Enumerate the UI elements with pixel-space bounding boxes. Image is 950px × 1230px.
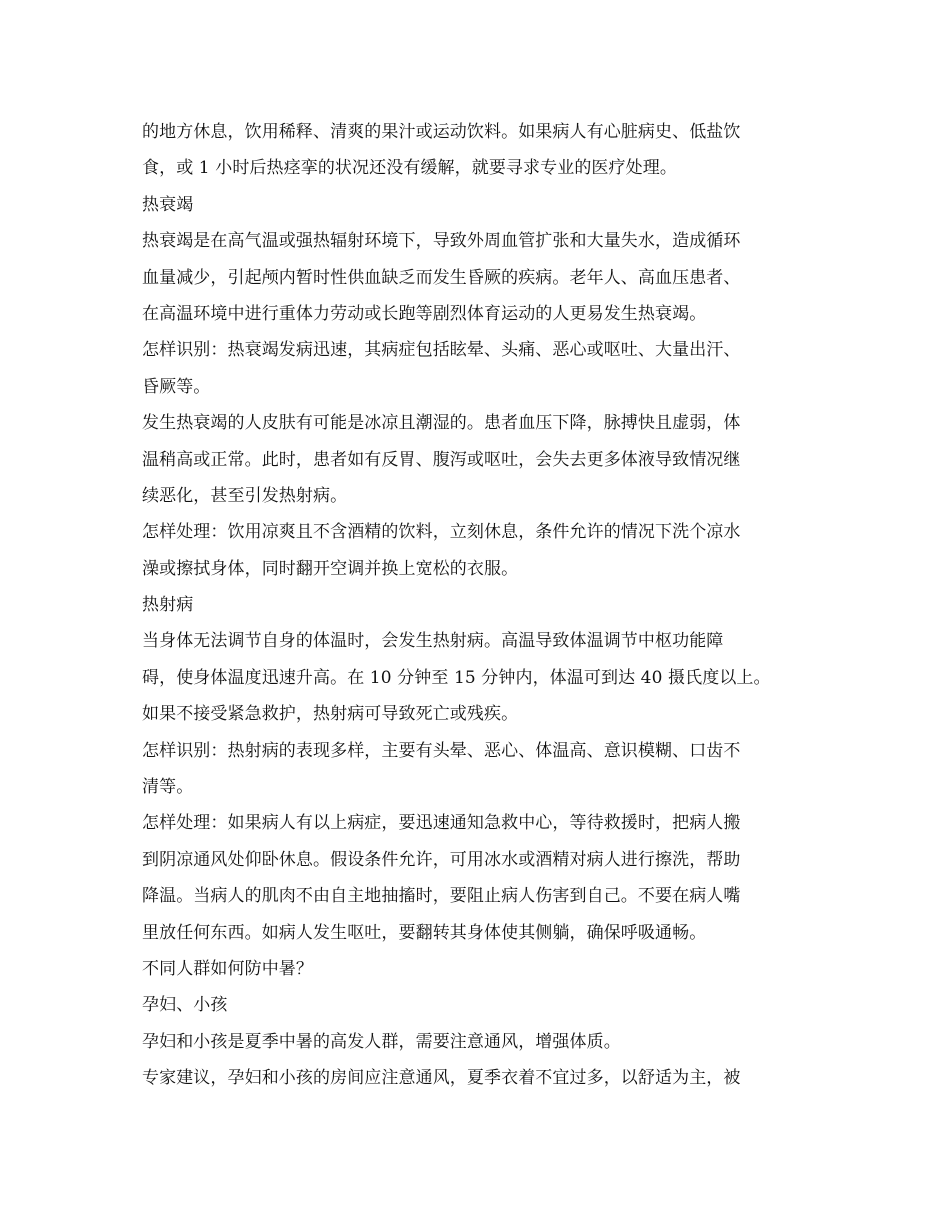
text-line: 发生热衰竭的人皮肤有可能是冰凉且潮湿的。患者血压下降，脉搏快且虚弱，体 — [142, 413, 741, 434]
text-line: 当身体无法调节自身的体温时，会发生热射病。高温导致体温调节中枢功能障 — [142, 631, 724, 652]
text-line: 食，或 1 小时后热痉挛的状况还没有缓解，就要寻求专业的医疗处理。 — [142, 158, 677, 179]
text-line: 到阴凉通风处仰卧休息。假设条件允许，可用冰水或酒精对病人进行擦洗，帮助 — [142, 849, 741, 870]
text-line: 碍，使身体温度迅速升高。在 10 分钟至 15 分钟内，体温可到达 40 摄氏度以上。 — [142, 667, 771, 688]
text-line: 澡或擦拭身体，同时翻开空调并换上宽松的衣服。 — [142, 558, 519, 579]
section-heading: 热射病 — [142, 595, 194, 616]
text-line: 怎样识别：热衰竭发病迅速，其病症包括眩晕、头痛、恶心或呕吐、大量出汗、 — [142, 340, 741, 361]
text-line: 专家建议，孕妇和小孩的房间应注意通风，夏季衣着不宜过多，以舒适为主，被 — [142, 1068, 741, 1089]
text-line: 热衰竭是在高气温或强热辐射环境下，导致外周血管扩张和大量失水，造成循环 — [142, 231, 741, 252]
section-heading: 不同人群如何防中暑？ — [142, 958, 313, 979]
text-line: 怎样处理：饮用凉爽且不含酒精的饮料，立刻休息，条件允许的情况下洗个凉水 — [142, 522, 741, 543]
document-body — [142, 114, 808, 1097]
text-line: 如果不接受紧急救护，热射病可导致死亡或残疾。 — [142, 704, 519, 725]
text-line: 降温。当病人的肌肉不由自主地抽搐时，要阻止病人伤害到自己。不要在病人嘴 — [142, 886, 741, 907]
text-line: 里放任何东西。如病人发生呕吐，要翻转其身体使其侧躺，确保呼吸通畅。 — [142, 922, 707, 943]
text-line: 在高温环境中进行重体力劳动或长跑等剧烈体育运动的人更易发生热衰竭。 — [142, 303, 707, 324]
text-line: 清等。 — [142, 777, 194, 798]
text-line: 昏厥等。 — [142, 376, 211, 397]
text-line: 怎样处理：如果病人有以上病症，要迅速通知急救中心，等待救援时，把病人搬 — [142, 813, 741, 834]
text-line: 怎样识别：热射病的表现多样，主要有头晕、恶心、体温高、意识模糊、口齿不 — [142, 740, 741, 761]
text-line: 温稍高或正常。此时，患者如有反胃、腹泻或呕吐，会失去更多体液导致情况继 — [142, 449, 741, 470]
text-line: 续恶化，甚至引发热射病。 — [142, 485, 348, 506]
section-heading: 孕妇、小孩 — [142, 995, 228, 1016]
text-line: 的地方休息，饮用稀释、清爽的果汁或运动饮料。如果病人有心脏病史、低盐饮 — [142, 122, 741, 142]
text-line: 血量减少，引起颅内暂时性供血缺乏而发生昏厥的疾病。老年人、高血压患者、 — [142, 267, 741, 288]
section-heading: 热衰竭 — [142, 194, 194, 215]
text-line: 孕妇和小孩是夏季中暑的高发人群，需要注意通风，增强体质。 — [142, 1031, 621, 1052]
